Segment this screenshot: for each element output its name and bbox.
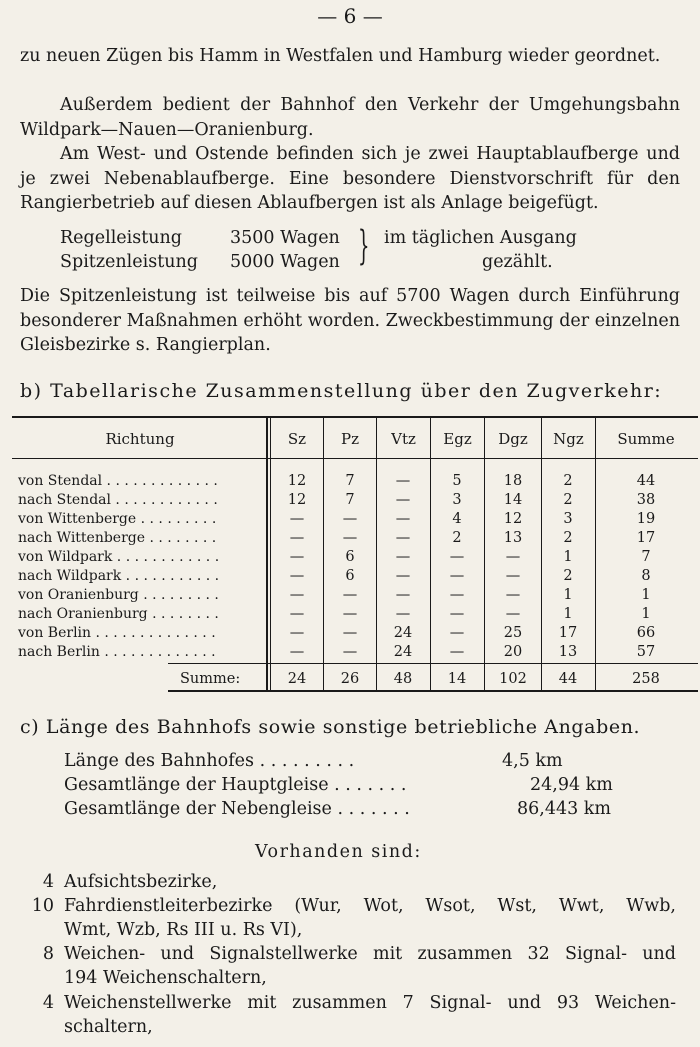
item-1-num: 4 bbox=[42, 872, 54, 892]
table-cell: — bbox=[395, 549, 411, 565]
leistung-note-line2: gezählt. bbox=[482, 252, 553, 272]
table-cell: 6 bbox=[345, 549, 355, 565]
table-vline-2 bbox=[323, 418, 324, 690]
table-cell: 66 bbox=[636, 625, 656, 641]
table-cell: 7 bbox=[345, 492, 355, 508]
table-cell: — bbox=[395, 511, 411, 527]
item-4-line1: Weichenstellwerke mit zusammen 7 Signal- und 93 Weichen- bbox=[64, 993, 676, 1013]
item-4-line2: schaltern, bbox=[64, 1017, 153, 1037]
table-cell: 7 bbox=[641, 549, 651, 565]
page-number: — 6 — bbox=[317, 4, 383, 28]
table-cell: — bbox=[449, 644, 465, 660]
th-egz: Egz bbox=[443, 430, 472, 448]
length-value-2: 24,94 km bbox=[530, 775, 613, 795]
table-cell: 12 bbox=[287, 473, 307, 489]
sum-cell: 102 bbox=[499, 671, 527, 687]
table-row-label: von Berlin . . . . . . . . . . . . . . bbox=[18, 625, 216, 641]
table-cell: — bbox=[505, 587, 521, 603]
paragraph-4: Die Spitzenleistung ist teilweise bis auf 5700 Wagen durch Einführung besonderer Maßnahmen erhöht worden. Zweckbestimmung der einzelnen Gleisbezirke s. Rangierplan. bbox=[20, 286, 680, 355]
table-cell: 20 bbox=[503, 644, 523, 660]
table-cell: 1 bbox=[563, 587, 573, 603]
table-cell: — bbox=[289, 644, 305, 660]
table-cell: — bbox=[342, 587, 358, 603]
table-cell: — bbox=[449, 549, 465, 565]
table-cell: — bbox=[289, 568, 305, 584]
table-cell: 13 bbox=[558, 644, 578, 660]
table-vline-1 bbox=[266, 418, 268, 690]
table-cell: 1 bbox=[563, 606, 573, 622]
table-cell: — bbox=[449, 625, 465, 641]
th-ngz: Ngz bbox=[553, 430, 584, 448]
table-cell: 1 bbox=[563, 549, 573, 565]
table-cell: 7 bbox=[345, 473, 355, 489]
table-cell: 2 bbox=[452, 530, 462, 546]
item-4-num: 4 bbox=[42, 993, 54, 1013]
table-row-label: nach Wildpark . . . . . . . . . . . bbox=[18, 568, 220, 584]
sum-cell: 14 bbox=[447, 671, 467, 687]
table-cell: 2 bbox=[563, 568, 573, 584]
table-cell: 25 bbox=[503, 625, 523, 641]
table-cell: 2 bbox=[563, 530, 573, 546]
table-cell: — bbox=[395, 568, 411, 584]
table-cell: — bbox=[505, 568, 521, 584]
table-vline-5 bbox=[484, 418, 485, 690]
table-cell: 17 bbox=[558, 625, 578, 641]
leistung-note-line1: im täglichen Ausgang bbox=[384, 228, 577, 248]
table-vline-1b bbox=[270, 418, 271, 690]
sum-label: Summe: bbox=[180, 671, 241, 687]
item-2-num: 10 bbox=[31, 896, 54, 916]
table-bottom-rule bbox=[168, 690, 698, 692]
paragraph-2: Außerdem bedient der Bahnhof den Verkehr der Umgehungsbahn Wildpark—Nauen—Oranienburg. bbox=[20, 95, 680, 140]
item-1-line1: Aufsichtsbezirke, bbox=[64, 872, 218, 892]
sum-cell: 26 bbox=[340, 671, 360, 687]
table-cell: 14 bbox=[503, 492, 523, 508]
table-cell: 2 bbox=[563, 473, 573, 489]
th-pz: Pz bbox=[341, 430, 359, 448]
table-cell: 24 bbox=[393, 644, 413, 660]
table-vline-6 bbox=[541, 418, 542, 690]
table-cell: — bbox=[289, 587, 305, 603]
table-row-label: nach Berlin . . . . . . . . . . . . . bbox=[18, 644, 216, 660]
table-cell: — bbox=[289, 549, 305, 565]
table-cell: — bbox=[342, 625, 358, 641]
table-row-label: von Wittenberge . . . . . . . . . bbox=[18, 511, 217, 527]
table-cell: 17 bbox=[636, 530, 656, 546]
th-summe: Summe bbox=[617, 430, 675, 448]
length-value-1: 4,5 km bbox=[502, 751, 563, 771]
table-vline-4 bbox=[430, 418, 431, 690]
sum-cell: 24 bbox=[287, 671, 307, 687]
table-sum-rule bbox=[168, 663, 698, 664]
table-cell: — bbox=[449, 587, 465, 603]
sum-cell: 44 bbox=[558, 671, 578, 687]
item-3-line2: 194 Weichenschaltern, bbox=[64, 968, 267, 988]
table-cell: — bbox=[342, 511, 358, 527]
table-cell: 13 bbox=[503, 530, 523, 546]
brace-glyph: } bbox=[358, 223, 370, 269]
length-label-3: Gesamtlänge der Nebengleise . . . . . . . bbox=[64, 799, 410, 819]
table-cell: — bbox=[342, 606, 358, 622]
section-b-heading: b) Tabellarische Zusammenstellung über den Zugverkehr: bbox=[20, 380, 663, 402]
item-2-line2: Wmt, Wzb, Rs III u. Rs VI), bbox=[64, 920, 303, 940]
table-vline-7 bbox=[595, 418, 596, 690]
table-cell: — bbox=[342, 644, 358, 660]
table-cell: 44 bbox=[636, 473, 656, 489]
section-c-heading: c) Länge des Bahnhofs sowie sonstige betriebliche Angaben. bbox=[20, 716, 641, 738]
table-cell: 3 bbox=[452, 492, 462, 508]
length-label-1: Länge des Bahnhofes . . . . . . . . . bbox=[64, 751, 355, 771]
table-cell: 3 bbox=[563, 511, 573, 527]
table-cell: — bbox=[449, 606, 465, 622]
th-vtz: Vtz bbox=[391, 430, 416, 448]
table-cell: 1 bbox=[641, 587, 651, 603]
table-cell: — bbox=[289, 625, 305, 641]
table-cell: — bbox=[505, 606, 521, 622]
spitzenleistung-value: 5000 Wagen bbox=[230, 252, 340, 272]
table-cell: — bbox=[395, 587, 411, 603]
table-cell: — bbox=[289, 606, 305, 622]
table-row-label: nach Oranienburg . . . . . . . . bbox=[18, 606, 219, 622]
table-row-label: von Oranienburg . . . . . . . . . bbox=[18, 587, 219, 603]
table-vline-3 bbox=[376, 418, 377, 690]
table-cell: 18 bbox=[503, 473, 523, 489]
table-cell: 24 bbox=[393, 625, 413, 641]
table-cell: — bbox=[395, 606, 411, 622]
th-richtung: Richtung bbox=[105, 430, 175, 448]
table-cell: — bbox=[395, 530, 411, 546]
table-cell: — bbox=[342, 530, 358, 546]
th-sz: Sz bbox=[287, 430, 307, 448]
regelleistung-label: Regelleistung bbox=[60, 228, 182, 248]
table-cell: 4 bbox=[452, 511, 462, 527]
table-cell: 5 bbox=[452, 473, 462, 489]
table-cell: — bbox=[449, 568, 465, 584]
table-cell: 12 bbox=[287, 492, 307, 508]
sum-cell: 258 bbox=[632, 671, 660, 687]
table-cell: — bbox=[395, 492, 411, 508]
table-row-label: von Wildpark . . . . . . . . . . . . bbox=[18, 549, 220, 565]
table-cell: 8 bbox=[641, 568, 651, 584]
item-2-line1: Fahrdienstleiterbezirke (Wur, Wot, Wsot, Wst, Wwt, Wwb, bbox=[64, 896, 676, 916]
table-cell: 19 bbox=[636, 511, 656, 527]
table-cell: 57 bbox=[636, 644, 656, 660]
table-row-label: nach Stendal . . . . . . . . . . . . bbox=[18, 492, 218, 508]
table-cell: 12 bbox=[503, 511, 523, 527]
table-cell: — bbox=[289, 530, 305, 546]
sum-cell: 48 bbox=[393, 671, 413, 687]
spitzenleistung-label: Spitzenleistung bbox=[60, 252, 198, 272]
paragraph-3: Am West- und Ostende befinden sich je zwei Hauptablaufberge und je zwei Nebenablaufberge. Eine besondere Dienstvorschrift für den Rangierbetrieb auf diesen Ablaufbergen ist als Anlage beigefügt. bbox=[20, 144, 680, 213]
table-cell: 2 bbox=[563, 492, 573, 508]
table-cell: — bbox=[505, 549, 521, 565]
item-3-num: 8 bbox=[42, 944, 54, 964]
regelleistung-value: 3500 Wagen bbox=[230, 228, 340, 248]
table-cell: — bbox=[289, 511, 305, 527]
table-cell: 6 bbox=[345, 568, 355, 584]
table-cell: 1 bbox=[641, 606, 651, 622]
table-cell: 38 bbox=[636, 492, 656, 508]
table-row-label: nach Wittenberge . . . . . . . . bbox=[18, 530, 217, 546]
length-value-3: 86,443 km bbox=[517, 799, 611, 819]
length-label-2: Gesamtlänge der Hauptgleise . . . . . . . bbox=[64, 775, 407, 795]
table-row-label: von Stendal . . . . . . . . . . . . . bbox=[18, 473, 218, 489]
item-3-line1: Weichen- und Signalstellwerke mit zusammen 32 Signal- und bbox=[64, 944, 676, 964]
th-dgz: Dgz bbox=[498, 430, 528, 448]
vorhanden-heading: Vorhanden sind: bbox=[255, 842, 422, 862]
paragraph-1: zu neuen Zügen bis Hamm in Westfalen und Hamburg wieder geordnet. bbox=[20, 46, 661, 66]
table-cell: — bbox=[395, 473, 411, 489]
